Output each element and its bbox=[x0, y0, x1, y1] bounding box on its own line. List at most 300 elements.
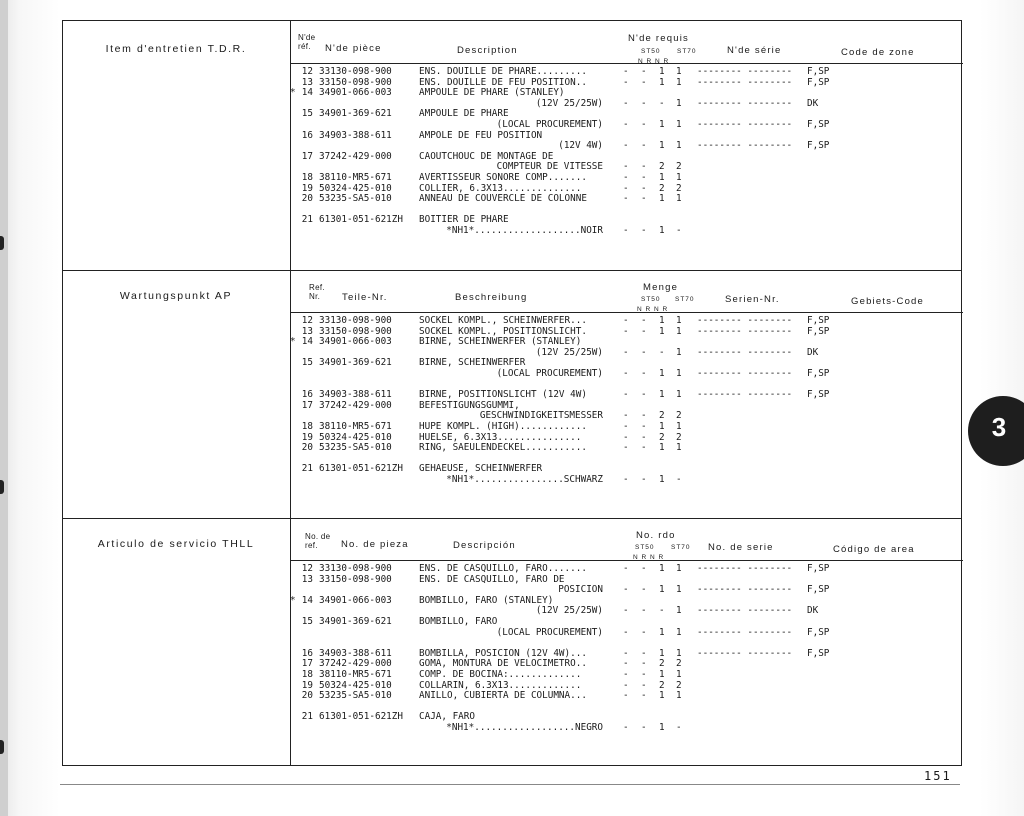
binding-edge bbox=[0, 0, 8, 816]
part-number: 38110-MR5-671 bbox=[319, 668, 392, 680]
part-number: 34901-066-003 bbox=[319, 594, 392, 606]
table-row bbox=[299, 712, 959, 723]
part-number: 33130-098-900 bbox=[319, 66, 392, 77]
model-st70: ST70 bbox=[677, 48, 697, 55]
ref-header: N'de réf. bbox=[298, 33, 316, 51]
zone-code: F,SP bbox=[807, 389, 830, 401]
zone-code: F,SP bbox=[807, 367, 830, 379]
description: BOMBILLO, FARO (STANLEY) bbox=[419, 594, 554, 606]
qty-st50-n: - bbox=[623, 224, 629, 236]
serial-range: -------- -------- bbox=[697, 346, 793, 358]
binding-hole bbox=[0, 740, 4, 754]
rows-container bbox=[290, 563, 959, 734]
zone-code: F,SP bbox=[807, 118, 830, 130]
qty-st50-n: - bbox=[623, 193, 629, 205]
zone-header: Código de area bbox=[833, 544, 915, 555]
qty-st70-r: 2 bbox=[676, 679, 682, 691]
table-row bbox=[299, 691, 959, 702]
description: AMPOULE DE PHARE (STANLEY) bbox=[419, 87, 565, 99]
description-continued: (LOCAL PROCUREMENT) bbox=[496, 367, 603, 379]
qty-st50-r: - bbox=[641, 584, 647, 596]
qty-st70-r: 1 bbox=[676, 367, 682, 379]
qty-st70-r: 1 bbox=[676, 193, 682, 205]
qty-st50-n: - bbox=[623, 679, 629, 691]
qty-st50-r: - bbox=[641, 118, 647, 130]
description: GEHAEUSE, SCHEINWERFER bbox=[419, 463, 543, 475]
zone-code: DK bbox=[807, 605, 819, 617]
table-row bbox=[299, 109, 959, 120]
qty-st70-r: 1 bbox=[676, 171, 682, 183]
qty-st70-r: 1 bbox=[676, 690, 682, 702]
model-sub-header: N R N R bbox=[637, 306, 669, 313]
table-row bbox=[299, 638, 959, 649]
qty-st70-n: 1 bbox=[659, 171, 665, 183]
part-number: 34901-369-621 bbox=[319, 615, 392, 627]
qty-st70-n: 1 bbox=[659, 118, 665, 130]
table-row bbox=[299, 433, 959, 444]
zone-code: F,SP bbox=[807, 315, 830, 326]
description: CAOUTCHOUC DE MONTAGE DE bbox=[419, 150, 554, 162]
qty-st50-r: - bbox=[641, 626, 647, 638]
qty-st70-r: 2 bbox=[676, 161, 682, 173]
qty-st70-r: 1 bbox=[676, 140, 682, 152]
table-row bbox=[299, 215, 959, 226]
part-number: 34901-369-621 bbox=[319, 108, 392, 120]
description-continued: *NH1*..................NEGRO bbox=[446, 721, 603, 733]
description-continued: GESCHWINDIGKEITSMESSER bbox=[479, 410, 603, 422]
part-number: 37242-429-000 bbox=[319, 150, 392, 162]
qty-st70-n: 1 bbox=[659, 721, 665, 733]
description: GOMA, MONTURA DE VELOCIMETRO.. bbox=[419, 658, 587, 670]
qty-st70-r: 1 bbox=[676, 76, 682, 88]
qty-st50-r: - bbox=[641, 605, 647, 617]
table-row bbox=[299, 401, 959, 412]
header-rule bbox=[290, 312, 963, 313]
item-label: Wartungspunkt AP bbox=[119, 290, 233, 302]
part-number: 38110-MR5-671 bbox=[319, 171, 392, 183]
qty-st50-n: - bbox=[623, 140, 629, 152]
part-number: 33130-098-900 bbox=[319, 315, 392, 326]
description-continued: *NH1*...................NOIR bbox=[446, 224, 603, 236]
table-row bbox=[299, 316, 959, 327]
qty-header: N'de requis bbox=[628, 33, 689, 44]
table-row bbox=[299, 475, 959, 486]
qty-st50-n: - bbox=[623, 563, 629, 574]
description: HUPE KOMPL. (HIGH)............ bbox=[419, 420, 587, 432]
serial-range: -------- -------- bbox=[697, 647, 793, 659]
part-number: 37242-429-000 bbox=[319, 399, 392, 411]
serial-range: -------- -------- bbox=[697, 584, 793, 596]
part-number: 37242-429-000 bbox=[319, 658, 392, 670]
ref-number: 12 bbox=[301, 315, 313, 326]
qty-st50-r: - bbox=[641, 346, 647, 358]
serial-header: No. de serie bbox=[708, 542, 774, 553]
qty-st50-n: - bbox=[623, 367, 629, 379]
qty-st70-n: 1 bbox=[659, 315, 665, 326]
qty-st50-n: - bbox=[623, 473, 629, 485]
description: CAJA, FARO bbox=[419, 711, 475, 723]
part-number: 33130-098-900 bbox=[319, 563, 392, 574]
part-header: No. de pieza bbox=[341, 539, 409, 550]
qty-st70-r: 1 bbox=[676, 584, 682, 596]
qty-st70-n: 2 bbox=[659, 410, 665, 422]
chapter-number: 3 bbox=[991, 412, 1007, 442]
qty-st50-n: - bbox=[623, 346, 629, 358]
qty-st70-r: 1 bbox=[676, 442, 682, 454]
qty-st70-n: 1 bbox=[659, 668, 665, 680]
rows-container bbox=[290, 315, 959, 486]
description: COLLARIN, 6.3X13............. bbox=[419, 679, 582, 691]
item-label: Articulo de servicio THLL bbox=[97, 538, 255, 550]
qty-st70-n: - bbox=[659, 346, 665, 358]
description: BOMBILLA, POSICION (12V 4W)... bbox=[419, 647, 587, 659]
serial-range: -------- -------- bbox=[697, 315, 793, 326]
qty-st70-n: 2 bbox=[659, 679, 665, 691]
table-row bbox=[290, 594, 959, 607]
table-row bbox=[299, 120, 959, 131]
table-row bbox=[299, 226, 959, 237]
ref-number: 18 bbox=[301, 668, 313, 680]
serial-range: -------- -------- bbox=[697, 605, 793, 617]
qty-st50-n: - bbox=[623, 442, 629, 454]
serial-range: -------- -------- bbox=[697, 97, 793, 109]
rows-container bbox=[290, 66, 959, 237]
description-continued: (LOCAL PROCUREMENT) bbox=[496, 626, 603, 638]
qty-st50-r: - bbox=[641, 658, 647, 670]
table-row bbox=[299, 99, 959, 110]
serial-header: N'de série bbox=[727, 45, 782, 56]
table-row bbox=[299, 670, 959, 681]
qty-st70-r: 1 bbox=[676, 97, 682, 109]
ref-header: Ref. Nr. bbox=[309, 283, 325, 301]
qty-st50-r: - bbox=[641, 193, 647, 205]
description-continued: (12V 25/25W) bbox=[535, 346, 603, 358]
qty-st70-r: 2 bbox=[676, 182, 682, 194]
serial-header: Serien-Nr. bbox=[725, 294, 780, 305]
qty-st70-r: 2 bbox=[676, 410, 682, 422]
model-st50: ST50 bbox=[635, 544, 655, 551]
qty-st70-r: 2 bbox=[676, 431, 682, 443]
section-french bbox=[63, 21, 961, 270]
part-number: 53235-SA5-010 bbox=[319, 193, 392, 205]
description: COMP. DE BOCINA:............. bbox=[419, 668, 582, 680]
qty-st50-r: - bbox=[641, 367, 647, 379]
description-continued: (LOCAL PROCUREMENT) bbox=[496, 118, 603, 130]
qty-st70-n: 1 bbox=[659, 66, 665, 77]
part-number: 50324-425-010 bbox=[319, 431, 392, 443]
binding-hole bbox=[0, 236, 4, 250]
qty-header: Menge bbox=[643, 282, 679, 293]
part-number: 34903-388-611 bbox=[319, 129, 392, 141]
qty-st50-r: - bbox=[641, 647, 647, 659]
zone-code: F,SP bbox=[807, 563, 830, 574]
qty-st70-n: - bbox=[659, 605, 665, 617]
qty-st70-r: 1 bbox=[676, 626, 682, 638]
table-row bbox=[299, 358, 959, 369]
table-row bbox=[299, 659, 959, 670]
description-continued: (12V 25/25W) bbox=[535, 97, 603, 109]
qty-st70-n: 1 bbox=[659, 420, 665, 432]
model-sub-header: N R N R bbox=[633, 554, 665, 561]
qty-st70-n: 1 bbox=[659, 193, 665, 205]
header-rule bbox=[290, 63, 963, 64]
part-number: 34903-388-611 bbox=[319, 389, 392, 401]
zone-code: F,SP bbox=[807, 66, 830, 77]
qty-st50-n: - bbox=[623, 584, 629, 596]
qty-st50-r: - bbox=[641, 473, 647, 485]
desc-header: Description bbox=[457, 45, 518, 56]
qty-st50-n: - bbox=[623, 658, 629, 670]
qty-st50-r: - bbox=[641, 182, 647, 194]
qty-st50-r: - bbox=[641, 389, 647, 401]
description: AVERTISSEUR SONORE COMP....... bbox=[419, 171, 587, 183]
part-number: 61301-051-621ZH bbox=[319, 463, 403, 475]
qty-st50-r: - bbox=[641, 76, 647, 88]
ref-number: 20 bbox=[301, 442, 313, 454]
ref-number: 17 bbox=[301, 150, 313, 162]
description: ANNEAU DE COUVERCLE DE COLONNE bbox=[419, 193, 587, 205]
qty-st70-r: 1 bbox=[676, 605, 682, 617]
description: ANILLO, CUBIERTA DE COLUMNA... bbox=[419, 690, 587, 702]
qty-st50-r: - bbox=[641, 97, 647, 109]
qty-st70-r: 1 bbox=[676, 389, 682, 401]
ref-number: 15 bbox=[301, 615, 313, 627]
star-marker: * bbox=[290, 594, 296, 606]
table-row bbox=[299, 575, 959, 586]
qty-st70-r: 2 bbox=[676, 658, 682, 670]
part-number: 61301-051-621ZH bbox=[319, 711, 403, 723]
table-row bbox=[299, 78, 959, 89]
desc-header: Beschreibung bbox=[455, 292, 528, 303]
description: BIRNE, SCHEINWERFER (STANLEY) bbox=[419, 336, 582, 348]
qty-st70-n: 1 bbox=[659, 224, 665, 236]
description-continued: POSICION bbox=[558, 584, 603, 596]
qty-st50-r: - bbox=[641, 315, 647, 326]
table-row bbox=[290, 336, 959, 348]
zone-code: DK bbox=[807, 346, 819, 358]
section-german bbox=[63, 270, 961, 518]
qty-st70-n: 1 bbox=[659, 140, 665, 152]
part-number: 53235-SA5-010 bbox=[319, 690, 392, 702]
qty-st70-n: 2 bbox=[659, 182, 665, 194]
qty-st50-n: - bbox=[623, 410, 629, 422]
ref-number: 19 bbox=[301, 431, 313, 443]
qty-st70-n: - bbox=[659, 97, 665, 109]
serial-range: -------- -------- bbox=[697, 118, 793, 130]
qty-st70-r: 1 bbox=[676, 563, 682, 574]
part-number: 33150-098-900 bbox=[319, 573, 392, 585]
qty-st70-n: 2 bbox=[659, 658, 665, 670]
qty-st50-r: - bbox=[641, 224, 647, 236]
table-row bbox=[299, 723, 959, 734]
zone-header: Code de zone bbox=[841, 47, 915, 58]
qty-st50-n: - bbox=[623, 647, 629, 659]
qty-st50-r: - bbox=[641, 668, 647, 680]
qty-st70-n: 2 bbox=[659, 431, 665, 443]
description: BEFESTIGUNGSGUMMI, bbox=[419, 399, 520, 411]
qty-st70-n: 1 bbox=[659, 367, 665, 379]
qty-st70-n: 1 bbox=[659, 325, 665, 337]
serial-range: -------- -------- bbox=[697, 389, 793, 401]
description: AMPOLE DE FEU POSITION bbox=[419, 129, 543, 141]
ref-number: 20 bbox=[301, 690, 313, 702]
qty-st70-r: - bbox=[676, 224, 682, 236]
part-header: N'de pièce bbox=[325, 43, 382, 54]
ref-number: 19 bbox=[301, 182, 313, 194]
qty-st70-n: 2 bbox=[659, 161, 665, 173]
table-row bbox=[299, 390, 959, 401]
zone-code: F,SP bbox=[807, 647, 830, 659]
qty-st50-r: - bbox=[641, 140, 647, 152]
qty-st50-n: - bbox=[623, 420, 629, 432]
qty-st70-r: 1 bbox=[676, 315, 682, 326]
qty-st50-n: - bbox=[623, 171, 629, 183]
item-label: Item d'entretien T.D.R. bbox=[105, 43, 247, 55]
table-row bbox=[299, 649, 959, 660]
ref-number: 18 bbox=[301, 171, 313, 183]
ref-number: 16 bbox=[301, 129, 313, 141]
qty-st50-n: - bbox=[623, 182, 629, 194]
qty-st50-r: - bbox=[641, 563, 647, 574]
description-continued: *NH1*................SCHWARZ bbox=[446, 473, 603, 485]
ref-number: 13 bbox=[301, 76, 313, 88]
qty-st50-n: - bbox=[623, 690, 629, 702]
part-number: 33150-098-900 bbox=[319, 76, 392, 88]
description: ENS. DOUILLE DE FEU POSITION.. bbox=[419, 76, 587, 88]
description: SOCKEL KOMPL., SCHEINWERFER... bbox=[419, 315, 587, 326]
part-number: 34901-066-003 bbox=[319, 336, 392, 348]
table-row bbox=[299, 131, 959, 142]
ref-number: 19 bbox=[301, 679, 313, 691]
part-number: 34903-388-611 bbox=[319, 647, 392, 659]
serial-range: -------- -------- bbox=[697, 367, 793, 379]
ref-number: 20 bbox=[301, 193, 313, 205]
header-rule bbox=[290, 560, 963, 561]
qty-st70-r: 1 bbox=[676, 346, 682, 358]
page-number: 151 bbox=[924, 769, 952, 783]
ref-number: 18 bbox=[301, 420, 313, 432]
zone-code: DK bbox=[807, 97, 819, 109]
qty-st70-r: 1 bbox=[676, 647, 682, 659]
serial-range: -------- -------- bbox=[697, 626, 793, 638]
qty-st50-n: - bbox=[623, 76, 629, 88]
ref-number: 14 bbox=[301, 87, 313, 99]
qty-st50-n: - bbox=[623, 325, 629, 337]
description-continued: COMPTEUR DE VITESSE bbox=[496, 161, 603, 173]
description-continued: (12V 4W) bbox=[558, 140, 603, 152]
ref-header: No. de ref. bbox=[305, 532, 331, 550]
table-row bbox=[299, 617, 959, 628]
star-marker: * bbox=[290, 336, 296, 348]
part-header: Teile-Nr. bbox=[342, 292, 388, 303]
qty-st50-r: - bbox=[641, 171, 647, 183]
zone-code: F,SP bbox=[807, 76, 830, 88]
qty-st70-n: 1 bbox=[659, 584, 665, 596]
qty-st70-n: 1 bbox=[659, 647, 665, 659]
qty-st70-n: 1 bbox=[659, 690, 665, 702]
description: AMPOULE DE PHARE bbox=[419, 108, 509, 120]
serial-range: -------- -------- bbox=[697, 66, 793, 77]
description: RING, SAEULENDECKEL........... bbox=[419, 442, 587, 454]
model-sub-header: N R N R bbox=[638, 58, 670, 65]
table-row bbox=[299, 152, 959, 163]
ref-number: 17 bbox=[301, 658, 313, 670]
table-row bbox=[299, 162, 959, 173]
qty-st50-n: - bbox=[623, 118, 629, 130]
table-row bbox=[299, 464, 959, 475]
table-row bbox=[299, 173, 959, 184]
description: BIRNE, POSITIONSLICHT (12V 4W) bbox=[419, 389, 587, 401]
ref-number: 13 bbox=[301, 325, 313, 337]
qty-st70-n: 1 bbox=[659, 563, 665, 574]
qty-st50-r: - bbox=[641, 325, 647, 337]
model-st50: ST50 bbox=[641, 48, 661, 55]
zone-code: F,SP bbox=[807, 626, 830, 638]
table-row bbox=[299, 411, 959, 422]
ref-number: 12 bbox=[301, 66, 313, 77]
zone-header: Gebiets-Code bbox=[851, 296, 925, 307]
qty-st70-n: 1 bbox=[659, 473, 665, 485]
qty-st50-n: - bbox=[623, 626, 629, 638]
table-row bbox=[299, 67, 959, 78]
qty-st70-r: 1 bbox=[676, 66, 682, 77]
qty-st70-r: 1 bbox=[676, 668, 682, 680]
description: SOCKEL KOMPL., POSITIONSLICHT. bbox=[419, 325, 587, 337]
ref-number: 21 bbox=[301, 463, 313, 475]
star-marker: * bbox=[290, 87, 296, 99]
table-row bbox=[299, 380, 959, 391]
qty-st50-r: - bbox=[641, 66, 647, 77]
serial-range: -------- -------- bbox=[697, 76, 793, 88]
qty-st50-r: - bbox=[641, 420, 647, 432]
table-row bbox=[299, 194, 959, 205]
model-st70: ST70 bbox=[671, 544, 691, 551]
qty-st50-n: - bbox=[623, 97, 629, 109]
description: ENS. DE CASQUILLO, FARO....... bbox=[419, 563, 587, 574]
table-row bbox=[299, 681, 959, 692]
serial-range: -------- -------- bbox=[697, 563, 793, 574]
ref-number: 15 bbox=[301, 357, 313, 369]
qty-st50-n: - bbox=[623, 161, 629, 173]
table-row bbox=[299, 585, 959, 596]
description: HUELSE, 6.3X13............... bbox=[419, 431, 582, 443]
ref-number: 13 bbox=[301, 573, 313, 585]
part-number: 53235-SA5-010 bbox=[319, 442, 392, 454]
ref-number: 21 bbox=[301, 711, 313, 723]
qty-st50-r: - bbox=[641, 161, 647, 173]
qty-header: No. rdo bbox=[636, 530, 676, 541]
serial-range: -------- -------- bbox=[697, 325, 793, 337]
qty-st70-r: 1 bbox=[676, 420, 682, 432]
table-row bbox=[299, 369, 959, 380]
description-continued: (12V 25/25W) bbox=[535, 605, 603, 617]
qty-st70-r: - bbox=[676, 473, 682, 485]
ref-number: 15 bbox=[301, 108, 313, 120]
qty-st70-n: 1 bbox=[659, 76, 665, 88]
part-number: 50324-425-010 bbox=[319, 182, 392, 194]
table-row bbox=[299, 141, 959, 152]
table-row bbox=[299, 327, 959, 338]
table-row bbox=[290, 87, 959, 99]
description: ENS. DOUILLE DE PHARE......... bbox=[419, 66, 587, 77]
part-number: 61301-051-621ZH bbox=[319, 214, 403, 226]
table-row bbox=[299, 564, 959, 575]
qty-st70-n: 1 bbox=[659, 626, 665, 638]
binding-hole bbox=[0, 480, 4, 494]
part-number: 38110-MR5-671 bbox=[319, 420, 392, 432]
qty-st50-r: - bbox=[641, 442, 647, 454]
parts-table-frame bbox=[62, 20, 962, 766]
